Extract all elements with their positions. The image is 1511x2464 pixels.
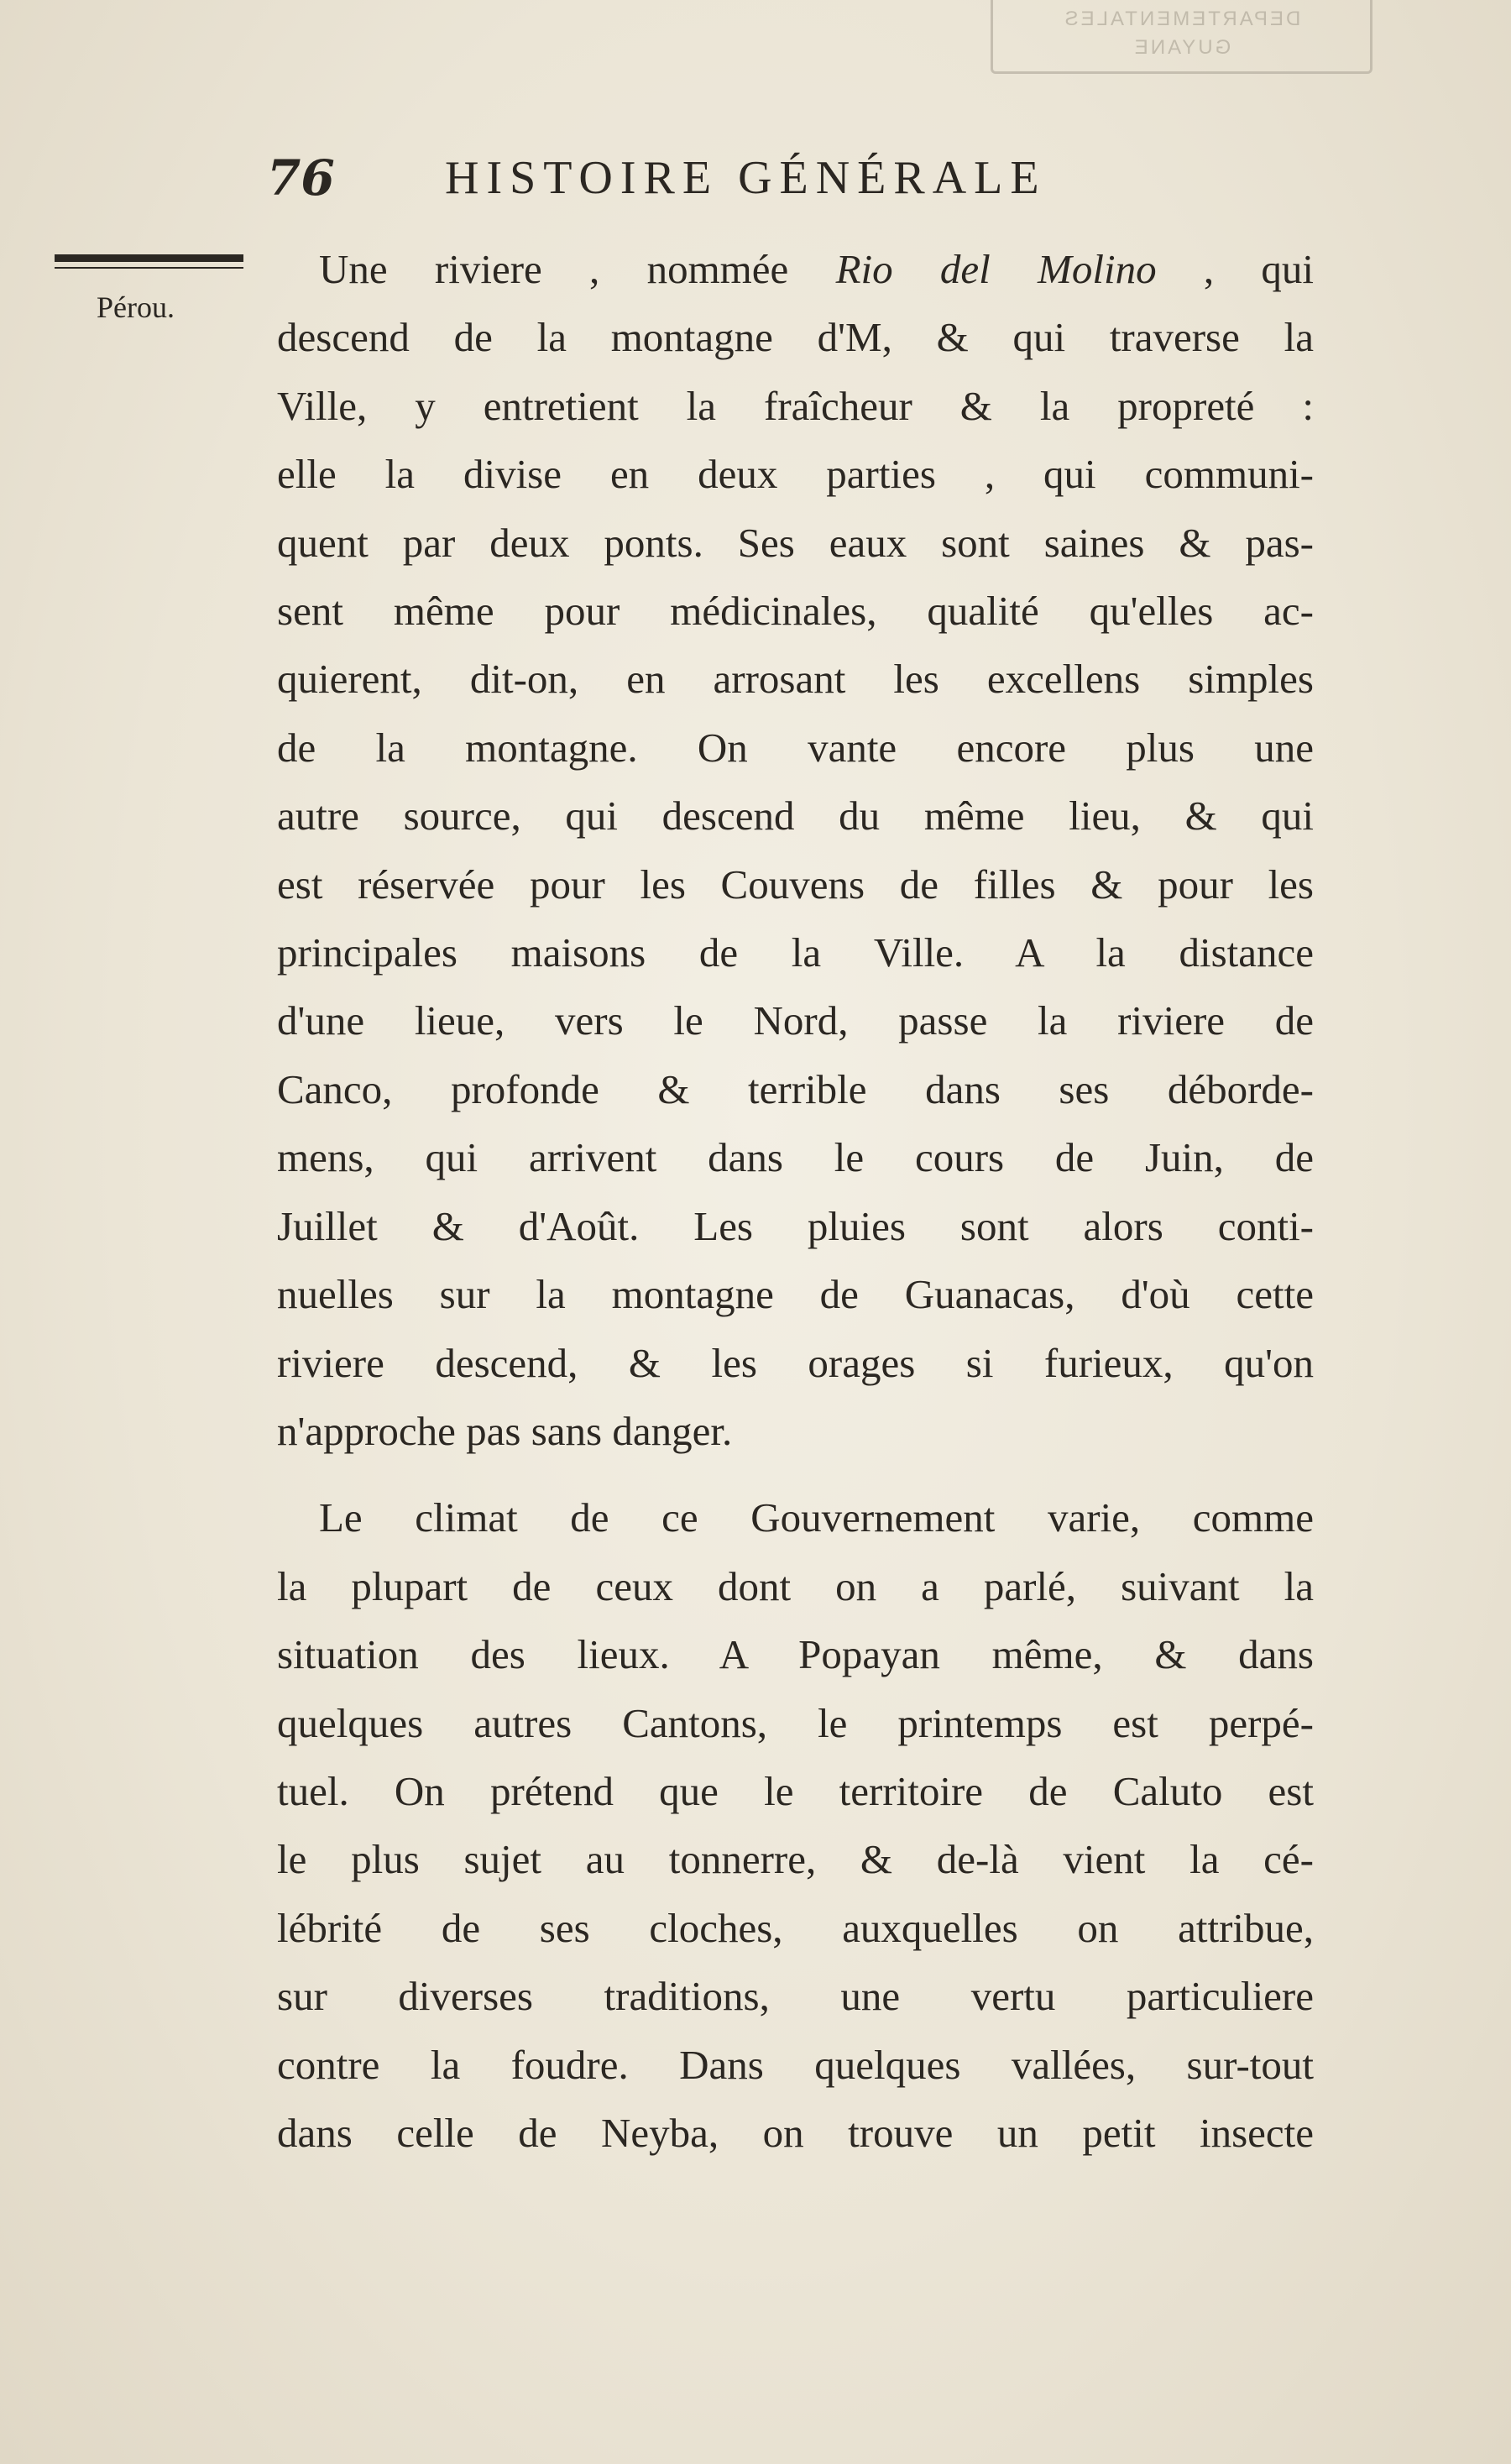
text-line: d'une lieue, vers le Nord, passe la riviere de [277,997,1314,1044]
text-line: quent par deux ponts. Ses eaux sont saines & pas- [277,519,1314,566]
text-line: riviere descend, & les orages si furieux, qu'on [277,1339,1314,1386]
stamp-line-1: DEPARTEMENTALES [1062,8,1301,30]
text-line: lébrité de ses cloches, auxquelles on attribue, [277,1904,1314,1951]
text-line: quierent, dit-on, en arrosant les excellens simples [277,656,1314,703]
body-text [277,235,1314,2167]
margin-note: Pérou. [97,290,175,324]
text-line: est réservée pour les Couvens de filles & pour les [277,861,1314,908]
text-line: la plupart de ceux dont on a parlé, suivant la [277,1562,1314,1609]
text-line: dans celle de Neyba, on trouve un petit insecte [277,2109,1314,2156]
text-line: Canco, profonde & terrible dans ses déborde- [277,1065,1314,1112]
text-line: Une riviere , nommée Rio del Molino , qui [319,246,1315,292]
text-line: situation des lieux. A Popayan même, & dans [277,1631,1314,1678]
running-head: HISTOIRE GÉNÉRALE [445,152,1047,204]
paragraph-1 [277,235,1314,1465]
text-line: elle la divise en deux parties , qui communi- [277,451,1314,498]
text-line: quelques autres Cantons, le printemps est perpé- [277,1699,1314,1746]
text-line: le plus sujet au tonnerre, & de-là vient la cé- [277,1836,1314,1883]
stamp-line-2: GUYANE [1132,36,1231,59]
text-line: nuelles sur la montagne de Guanacas, d'où cette [277,1271,1314,1318]
page-number: 76 [267,149,335,207]
text-line: contre la foudre. Dans quelques vallées, sur-tout [277,2041,1314,2088]
text-line: tuel. On prétend que le territoire de Caluto est [277,1767,1314,1814]
text-line: descend de la montagne d'M, & qui traverse la [277,314,1314,361]
text-line: autre source, qui descend du même lieu, & qui [277,793,1314,840]
text-line: Ville, y entretient la fraîcheur & la propreté : [277,382,1314,429]
text-line: principales maisons de la Ville. A la distance [277,929,1314,976]
text-line: n'approche pas sans danger. [277,1407,733,1454]
margin-rule [55,254,243,262]
paragraph-2 [277,1483,1314,2167]
library-stamp [991,0,1372,74]
river-name: Rio del Molino [835,246,1157,292]
text-line: Juillet & d'Août. Les pluies sont alors conti- [277,1202,1314,1249]
text-line: sent même pour médicinales, qualité qu'elles ac- [277,588,1314,635]
text-line: sur diverses traditions, une vertu particuliere [277,1973,1314,2020]
text-line: mens, qui arrivent dans le cours de Juin, de [277,1134,1314,1181]
text-line: Le climat de ce Gouvernement varie, comme [319,1494,1314,1541]
text-line: de la montagne. On vante encore plus une [277,724,1314,771]
margin-rule-thin [55,267,243,269]
